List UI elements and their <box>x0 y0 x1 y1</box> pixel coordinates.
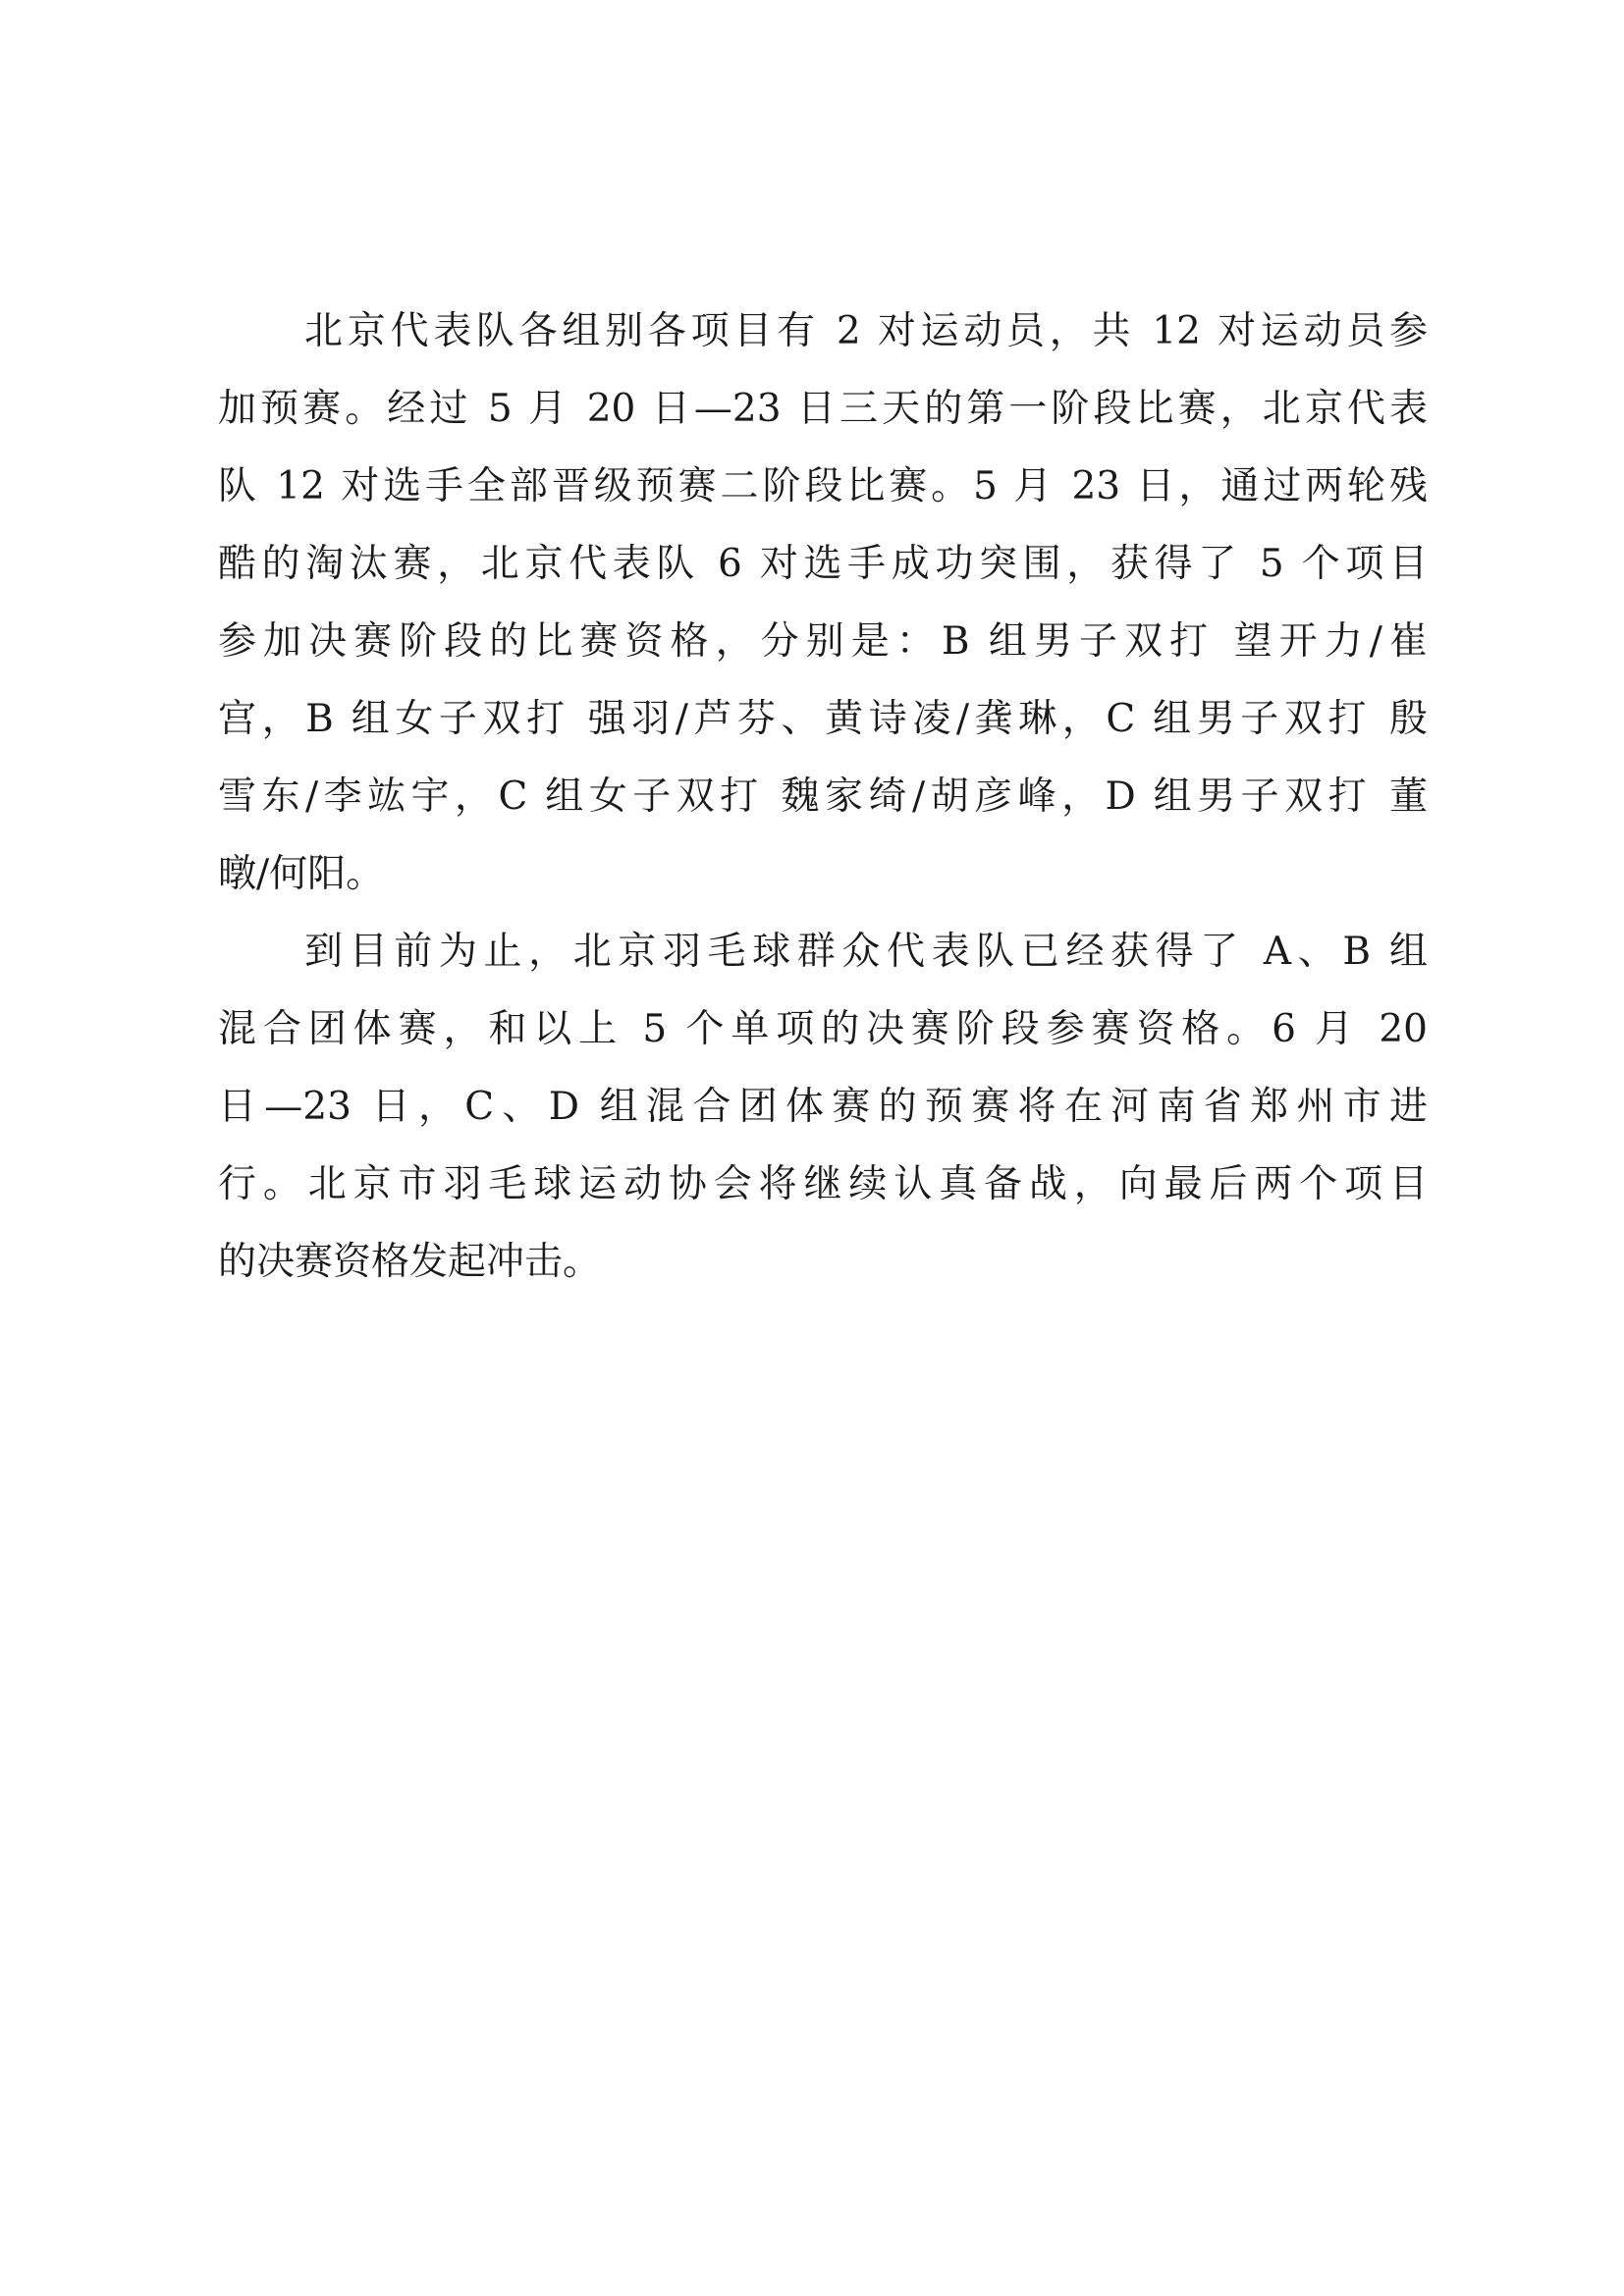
text-line: 队 12 对选手全部晋级预赛二阶段比赛。5 月 23 日，通过两轮残 <box>218 464 1428 508</box>
text-line: 混合团体赛，和以上 5 个单项的决赛阶段参赛资格。6 月 20 <box>218 1007 1428 1051</box>
text-line: 加预赛。经过 5 月 20 日—23 日三天的第一阶段比赛，北京代表 <box>218 387 1428 431</box>
document-body <box>218 293 1428 1301</box>
text-line: 宫，B 组女子双打 强羽/芦芬、黄诗凌/龚琳，C 组男子双打 殷 <box>218 697 1428 741</box>
text-line: 暾/何阳。 <box>218 852 385 896</box>
text-line: 的决赛资格发起冲击。 <box>218 1240 602 1284</box>
text-line: 北京代表队各组别各项目有 2 对运动员，共 12 对运动员参 <box>304 309 1428 353</box>
text-line: 日—23 日，C、D 组混合团体赛的预赛将在河南省郑州市进 <box>218 1085 1428 1129</box>
paragraph-2 <box>218 913 1428 1301</box>
text-line: 到目前为止，北京羽毛球群众代表队已经获得了 A、B 组 <box>304 930 1428 974</box>
text-line: 行。北京市羽毛球运动协会将继续认真备战，向最后两个项目 <box>218 1162 1428 1206</box>
text-line: 雪东/李竑宇，C 组女子双打 魏家绮/胡彦峰，D 组男子双打 董 <box>218 774 1428 819</box>
text-line: 参加决赛阶段的比赛资格，分别是：B 组男子双打 望开力/崔 <box>218 619 1428 664</box>
text-line: 酷的淘汰赛，北京代表队 6 对选手成功突围，获得了 5 个项目 <box>218 542 1428 586</box>
paragraph-1 <box>218 293 1428 913</box>
